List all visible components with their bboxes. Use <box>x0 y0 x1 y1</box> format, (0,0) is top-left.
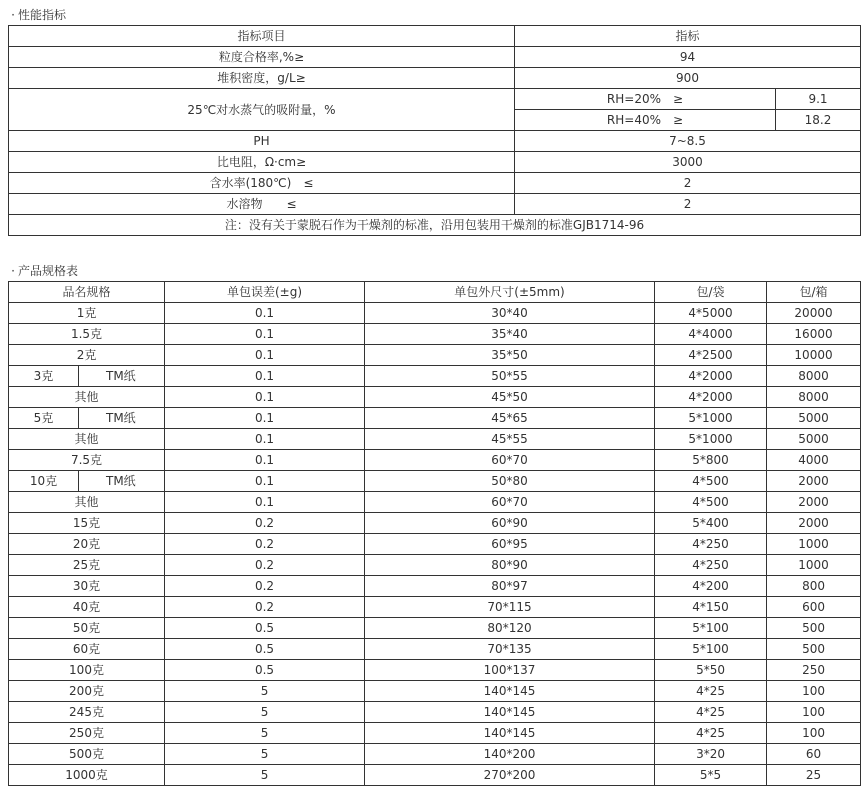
spec-group-cell: 3克 <box>9 366 79 387</box>
spec-name-cell: 500克 <box>9 744 165 765</box>
spec-error-cell: 0.2 <box>165 534 365 555</box>
spec-size-cell: 80*90 <box>365 555 655 576</box>
metric-value: 2 <box>515 173 861 194</box>
spec-per-box-cell: 100 <box>767 702 861 723</box>
spec-table-body <box>9 282 861 786</box>
spec-error-cell: 0.2 <box>165 597 365 618</box>
spec-per-bag-cell: 4*25 <box>655 723 767 744</box>
spec-per-bag-cell: 4*5000 <box>655 303 767 324</box>
condition-cell: RH=40% ≥ <box>515 110 776 131</box>
spec-per-box-cell: 2000 <box>767 513 861 534</box>
metric-label: 25℃对水蒸气的吸附量，% <box>9 89 515 131</box>
spec-name-cell: 1000克 <box>9 765 165 786</box>
spec-error-cell: 0.2 <box>165 576 365 597</box>
table-row <box>9 131 861 152</box>
table-row <box>9 387 861 408</box>
spec-name-cell: 30克 <box>9 576 165 597</box>
spec-per-bag-cell: 4*500 <box>655 471 767 492</box>
table-row <box>9 152 861 173</box>
table-row <box>9 450 861 471</box>
spec-error-cell: 0.2 <box>165 513 365 534</box>
spec-per-bag-cell: 5*5 <box>655 765 767 786</box>
table-row <box>9 660 861 681</box>
spec-error-cell: 0.1 <box>165 471 365 492</box>
spec-size-cell: 140*145 <box>365 723 655 744</box>
spec-per-bag-cell: 4*2000 <box>655 387 767 408</box>
spec-per-bag-cell: 4*25 <box>655 681 767 702</box>
spec-error-cell: 0.5 <box>165 639 365 660</box>
spec-size-cell: 60*90 <box>365 513 655 534</box>
spec-error-cell: 0.5 <box>165 618 365 639</box>
metric-value: 900 <box>515 68 861 89</box>
table-row <box>9 429 861 450</box>
spec-per-bag-cell: 5*400 <box>655 513 767 534</box>
table-row <box>9 173 861 194</box>
spec-size-cell: 35*50 <box>365 345 655 366</box>
table-row <box>9 408 861 429</box>
table-row <box>9 639 861 660</box>
spec-name-cell: 250克 <box>9 723 165 744</box>
spec-size-cell: 30*40 <box>365 303 655 324</box>
table-row <box>9 26 861 47</box>
spec-per-bag-cell: 5*50 <box>655 660 767 681</box>
table-row <box>9 345 861 366</box>
metric-value: 2 <box>515 194 861 215</box>
table-row <box>9 744 861 765</box>
spec-name-cell: TM纸 <box>79 471 165 492</box>
spec-error-cell: 5 <box>165 723 365 744</box>
table-header-row <box>9 282 861 303</box>
spec-size-cell: 80*120 <box>365 618 655 639</box>
spec-size-cell: 140*145 <box>365 681 655 702</box>
table-row <box>9 366 861 387</box>
spec-name-cell: 其他 <box>9 492 165 513</box>
metric-value: 9.1 <box>776 89 861 110</box>
spec-per-box-cell: 500 <box>767 639 861 660</box>
spec-size-cell: 50*80 <box>365 471 655 492</box>
spec-size-cell: 60*70 <box>365 450 655 471</box>
spec-size-cell: 140*200 <box>365 744 655 765</box>
table-row <box>9 215 861 236</box>
spec-error-cell: 0.1 <box>165 324 365 345</box>
spec-error-cell: 5 <box>165 702 365 723</box>
metric-label: 水溶物 ≤ <box>9 194 515 215</box>
table-row <box>9 513 861 534</box>
spec-name-cell: 50克 <box>9 618 165 639</box>
spec-name-cell: 25克 <box>9 555 165 576</box>
performance-title: · 性能指标 <box>11 8 67 22</box>
spec-error-cell: 0.1 <box>165 345 365 366</box>
spec-name-cell: 200克 <box>9 681 165 702</box>
metric-value: 7~8.5 <box>515 131 861 152</box>
spec-per-bag-cell: 4*150 <box>655 597 767 618</box>
spec-per-box-cell: 500 <box>767 618 861 639</box>
spec-per-bag-cell: 4*25 <box>655 702 767 723</box>
spec-error-cell: 0.1 <box>165 492 365 513</box>
table-row <box>9 723 861 744</box>
header-cell: 指标项目 <box>9 26 515 47</box>
table-row <box>9 534 861 555</box>
spec-per-box-cell: 2000 <box>767 471 861 492</box>
table-row <box>9 765 861 786</box>
table-row <box>9 492 861 513</box>
table-row <box>9 89 861 110</box>
spec-per-box-cell: 16000 <box>767 324 861 345</box>
spec-table <box>8 281 861 786</box>
table-row <box>9 597 861 618</box>
table-row <box>9 702 861 723</box>
table-row <box>9 194 861 215</box>
spec-error-cell: 0.1 <box>165 408 365 429</box>
spec-name-cell: 100克 <box>9 660 165 681</box>
spec-size-cell: 60*95 <box>365 534 655 555</box>
spec-per-bag-cell: 4*200 <box>655 576 767 597</box>
spec-per-bag-cell: 4*250 <box>655 534 767 555</box>
spec-size-cell: 100*137 <box>365 660 655 681</box>
spec-per-bag-cell: 5*800 <box>655 450 767 471</box>
metric-label: 粒度合格率,%≥ <box>9 47 515 68</box>
spec-size-cell: 70*115 <box>365 597 655 618</box>
condition-cell: RH=20% ≥ <box>515 89 776 110</box>
spec-name-cell: 其他 <box>9 429 165 450</box>
metric-value: 3000 <box>515 152 861 173</box>
spec-name-cell: 1.5克 <box>9 324 165 345</box>
spec-per-box-cell: 600 <box>767 597 861 618</box>
spec-name-cell: 1克 <box>9 303 165 324</box>
header-cell: 指标 <box>515 26 861 47</box>
spec-per-box-cell: 8000 <box>767 366 861 387</box>
spec-name-cell: TM纸 <box>79 408 165 429</box>
spec-per-box-cell: 100 <box>767 723 861 744</box>
spec-per-bag-cell: 4*250 <box>655 555 767 576</box>
spec-per-box-cell: 20000 <box>767 303 861 324</box>
spec-size-cell: 270*200 <box>365 765 655 786</box>
header-cell: 包/袋 <box>655 282 767 303</box>
spec-per-bag-cell: 4*2500 <box>655 345 767 366</box>
header-cell: 单包误差(±g) <box>165 282 365 303</box>
spec-size-cell: 140*145 <box>365 702 655 723</box>
spec-name-cell: 7.5克 <box>9 450 165 471</box>
spec-name-cell: TM纸 <box>79 366 165 387</box>
spec-error-cell: 0.1 <box>165 429 365 450</box>
spec-size-cell: 35*40 <box>365 324 655 345</box>
spec-name-cell: 60克 <box>9 639 165 660</box>
spec-name-cell: 245克 <box>9 702 165 723</box>
spec-per-box-cell: 25 <box>767 765 861 786</box>
spec-per-box-cell: 800 <box>767 576 861 597</box>
spec-per-bag-cell: 5*1000 <box>655 408 767 429</box>
header-cell: 品名规格 <box>9 282 165 303</box>
spec-error-cell: 0.1 <box>165 303 365 324</box>
spec-per-box-cell: 1000 <box>767 555 861 576</box>
spec-size-cell: 60*70 <box>365 492 655 513</box>
spec-per-bag-cell: 5*100 <box>655 639 767 660</box>
header-cell: 包/箱 <box>767 282 861 303</box>
table-row <box>9 555 861 576</box>
metric-value: 94 <box>515 47 861 68</box>
spec-per-bag-cell: 4*500 <box>655 492 767 513</box>
spec-per-bag-cell: 5*100 <box>655 618 767 639</box>
spec-per-box-cell: 4000 <box>767 450 861 471</box>
spec-per-box-cell: 2000 <box>767 492 861 513</box>
spec-name-cell: 15克 <box>9 513 165 534</box>
spec-per-bag-cell: 4*4000 <box>655 324 767 345</box>
spec-size-cell: 45*65 <box>365 408 655 429</box>
spec-per-box-cell: 1000 <box>767 534 861 555</box>
spec-error-cell: 0.1 <box>165 450 365 471</box>
spec-per-box-cell: 5000 <box>767 429 861 450</box>
spec-per-box-cell: 10000 <box>767 345 861 366</box>
table-row <box>9 47 861 68</box>
spec-group-cell: 10克 <box>9 471 79 492</box>
table-note: 注：没有关于蒙脱石作为干燥剂的标准，沿用包装用干燥剂的标准GJB1714-96 <box>9 215 861 236</box>
spec-per-box-cell: 100 <box>767 681 861 702</box>
spec-size-cell: 70*135 <box>365 639 655 660</box>
spec-size-cell: 50*55 <box>365 366 655 387</box>
spec-per-box-cell: 8000 <box>767 387 861 408</box>
spec-per-box-cell: 250 <box>767 660 861 681</box>
header-cell: 单包外尺寸(±5mm) <box>365 282 655 303</box>
metric-value: 18.2 <box>776 110 861 131</box>
spec-name-cell: 2克 <box>9 345 165 366</box>
metric-label: PH <box>9 131 515 152</box>
spec-per-box-cell: 5000 <box>767 408 861 429</box>
table-row <box>9 68 861 89</box>
spec-error-cell: 5 <box>165 681 365 702</box>
spec-size-cell: 45*50 <box>365 387 655 408</box>
spec-size-cell: 45*55 <box>365 429 655 450</box>
spec-error-cell: 0.1 <box>165 387 365 408</box>
table-row <box>9 471 861 492</box>
metric-label: 含水率(180℃) ≤ <box>9 173 515 194</box>
spec-per-bag-cell: 3*20 <box>655 744 767 765</box>
spec-error-cell: 0.5 <box>165 660 365 681</box>
metric-label: 比电阻，Ω·cm≥ <box>9 152 515 173</box>
table-row <box>9 303 861 324</box>
spec-name-cell: 40克 <box>9 597 165 618</box>
table-row <box>9 618 861 639</box>
table-row <box>9 681 861 702</box>
spec-error-cell: 0.2 <box>165 555 365 576</box>
spec-per-box-cell: 60 <box>767 744 861 765</box>
metric-label: 堆积密度，g/L≥ <box>9 68 515 89</box>
spec-per-bag-cell: 4*2000 <box>655 366 767 387</box>
table-row <box>9 576 861 597</box>
spec-name-cell: 其他 <box>9 387 165 408</box>
spec-group-cell: 5克 <box>9 408 79 429</box>
spec-title: · 产品规格表 <box>11 264 79 278</box>
spec-per-bag-cell: 5*1000 <box>655 429 767 450</box>
spec-size-cell: 80*97 <box>365 576 655 597</box>
table-row <box>9 324 861 345</box>
spec-error-cell: 0.1 <box>165 366 365 387</box>
spec-error-cell: 5 <box>165 765 365 786</box>
spec-error-cell: 5 <box>165 744 365 765</box>
performance-table <box>8 25 861 236</box>
spec-name-cell: 20克 <box>9 534 165 555</box>
